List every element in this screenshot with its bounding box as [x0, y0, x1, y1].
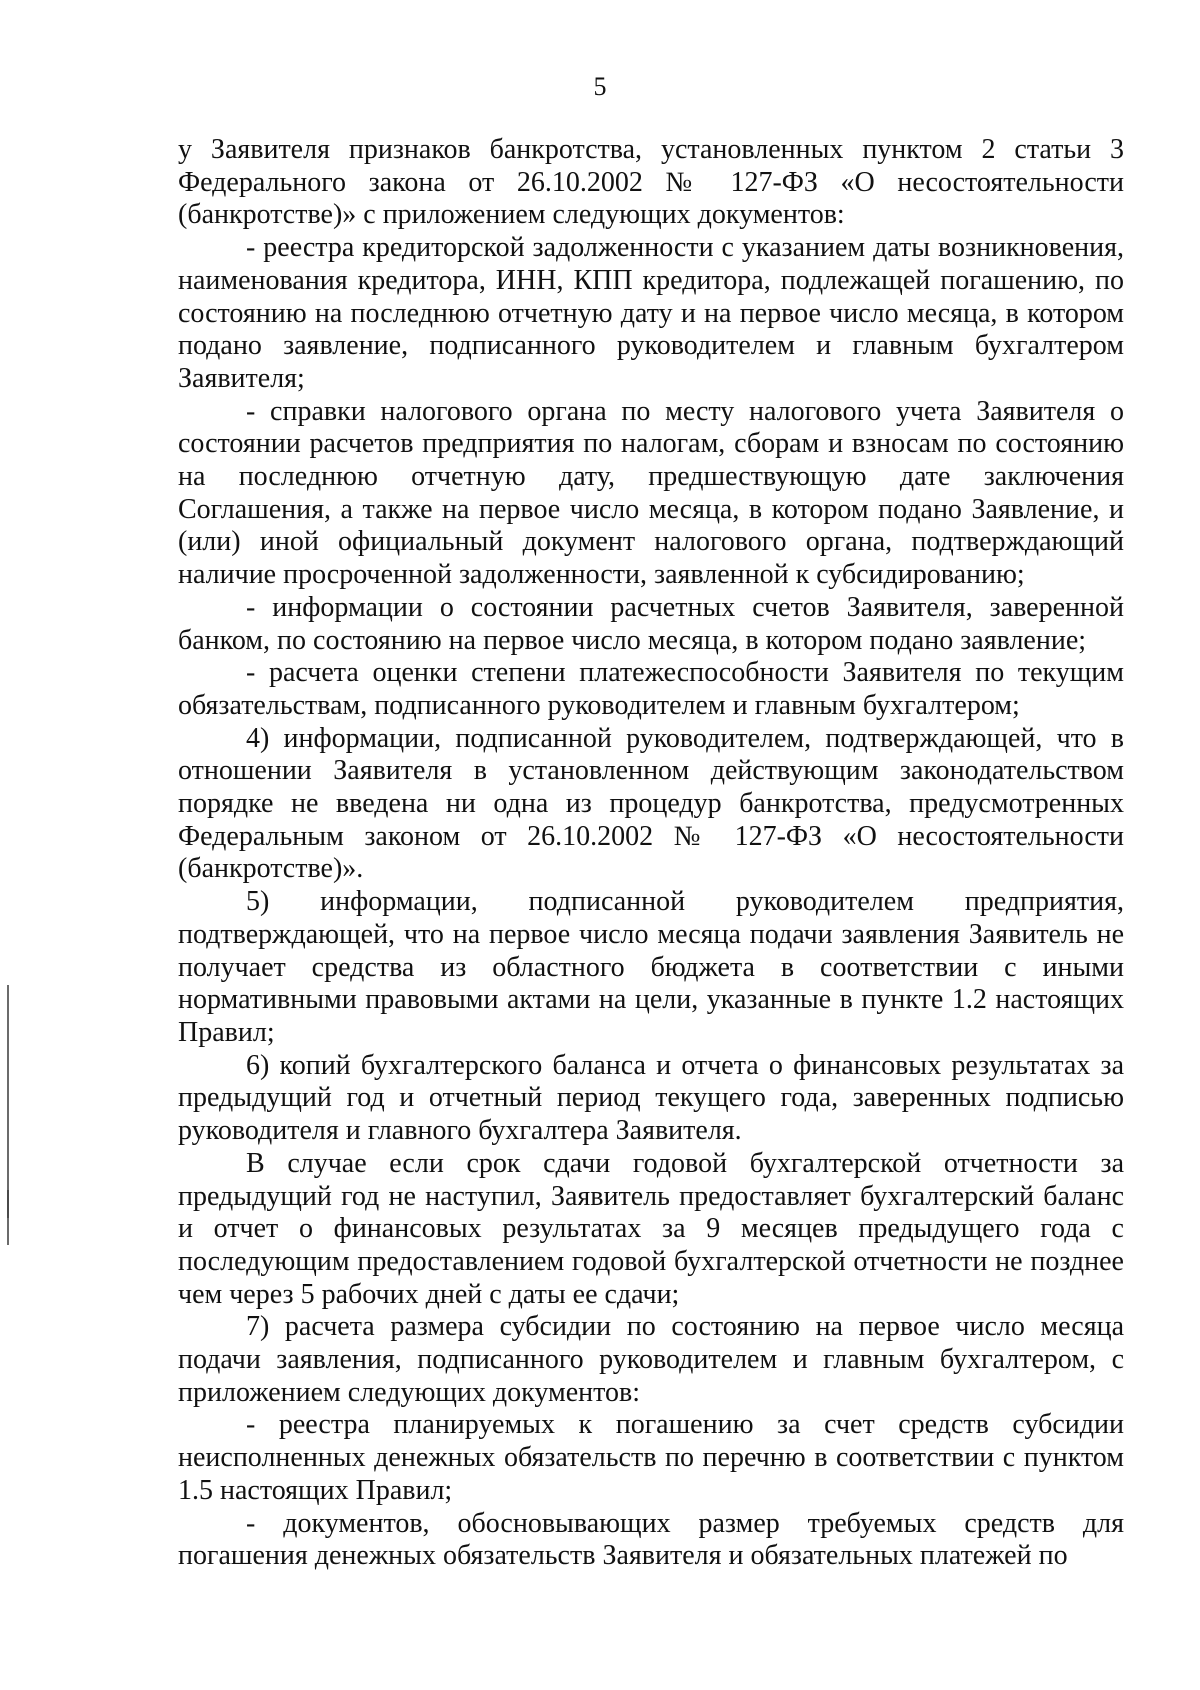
scan-margin-mark-lower [7, 1190, 9, 1218]
paragraph-item-7: 7) расчета размера субсидии по состоянию на первое число месяца подачи заявления, подписанного руководителем и главным бухгалтером, с приложением следующих документов: [178, 1311, 1124, 1408]
paragraph-item-5: 5) информации, подписанной руководителем предприятия, подтверждающей, что на первое число месяца подачи заявления Заявитель не получает средства из областного бюджета в соответствии с иными нормативными правовыми актами на цели, указанные в пункте 1.2 настоящих Правил; [178, 886, 1124, 1048]
paragraph-tax-certificate: - справки налогового органа по месту налогового учета Заявителя о состоянии расчетов предприятия по налогам, сборам и взносам по состоянию на последнюю отчетную дату, предшествующую дате заключения Соглашения, а также на первое число месяца, в котором подано Заявление, и (или) иной официальный документ налогового органа, подтверждающий наличие просроченной задолженности, заявленной к субсидированию; [178, 395, 1124, 591]
paragraph-creditor-registry: - реестра кредиторской задолженности с указанием даты возникновения, наименования кредитора, ИНН, КПП кредитора, подлежащей погашению, по состоянию на последнюю отчетную дату и на первое число месяца, в котором подано заявление, подписанного руководителем и главным бухгалтером Заявителя; [178, 232, 1124, 394]
paragraph-item-6: 6) копий бухгалтерского баланса и отчета о финансовых результатах за предыдущий год и отчетный период текущего года, заверенных подписью руководителя и главного бухгалтера Заявителя. [178, 1049, 1124, 1147]
paragraph-item-4: 4) информации, подписанной руководителем, подтверждающей, что в отношении Заявителя в установленном действующим законодательством порядке не введена ни одна из процедур банкротства, предусмотренных Федеральным законом от 26.10.2002 № 127-ФЗ «О несостоятельности (банкротстве)». [178, 722, 1124, 885]
paragraph-bank-accounts: - информации о состоянии расчетных счетов Заявителя, заверенной банком, по состоянию на первое число месяца, в котором подано заявление; [178, 591, 1124, 656]
paragraph-intro: у Заявителя признаков банкротства, установленных пунктом 2 статьи 3 Федерального закона от 26.10.2002 № 127-ФЗ «О несостоятельности (банкротстве)» с приложением следующих документов: [178, 134, 1124, 231]
paragraph-supporting-documents: - документов, обосновывающих размер требуемых средств для погашения денежных обязательств Заявителя и обязательных платежей по [178, 1507, 1124, 1572]
paragraph-solvency-assessment: - расчета оценки степени платежеспособности Заявителя по текущим обязательствам, подписанного руководителем и главным бухгалтером; [178, 657, 1124, 721]
paragraph-annual-reporting: В случае если срок сдачи годовой бухгалтерской отчетности за предыдущий год не наступил, Заявитель предоставляет бухгалтерский баланс и отчет о финансовых результатах за 9 месяцев предыдущего года с последующим предоставлением годовой бухгалтерской отчетности не позднее чем через 5 рабочих дней с даты ее сдачи; [178, 1147, 1124, 1310]
document-body [178, 134, 1124, 1573]
page-number: 5 [593, 72, 607, 101]
paragraph-obligations-registry: - реестра планируемых к погашению за счет средств субсидии неисполненных денежных обязательств по перечню в соответствии с пунктом 1.5 настоящих Правил; [178, 1409, 1124, 1506]
